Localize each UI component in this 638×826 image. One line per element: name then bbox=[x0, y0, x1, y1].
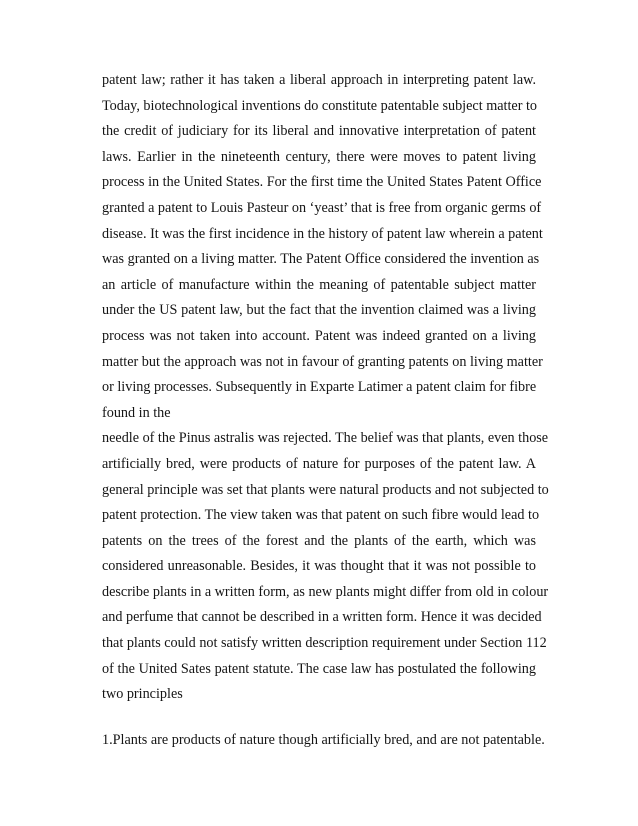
text-line: under the US patent law, but the fact that the invention claimed was a living bbox=[102, 302, 536, 319]
text-line: or living processes. Subsequently in Exparte Latimer a patent claim for fibre bbox=[102, 379, 537, 396]
body-text bbox=[102, 68, 549, 708]
text-line: two principles bbox=[102, 686, 183, 703]
text-line: patent law; rather it has taken a liberal approach in interpreting patent law. bbox=[102, 72, 536, 88]
text-line: and perfume that cannot be described in a written form. Hence it was decided bbox=[102, 609, 542, 626]
paragraph-1 bbox=[102, 68, 543, 426]
text-line: process was not taken into account. Patent was indeed granted on a living bbox=[102, 327, 536, 344]
text-line: the credit of judiciary for its liberal and innovative interpretation of patent bbox=[102, 123, 536, 140]
text-line: matter but the approach was not in favour of granting patents on living matter bbox=[102, 353, 543, 370]
text-line: of the United Sates patent statute. The case law has postulated the following bbox=[102, 660, 536, 677]
list-item-1: 1.Plants are products of nature though artificially bred, and are not patentable. bbox=[102, 732, 545, 748]
text-line: patent protection. The view taken was that patent on such fibre would lead to bbox=[102, 507, 540, 524]
text-line: laws. Earlier in the nineteenth century, there were moves to patent living bbox=[102, 148, 536, 165]
text-line: was granted on a living matter. The Patent Office considered the invention as bbox=[102, 251, 540, 268]
text-line: artificially bred, were products of nature for purposes of the patent law. A bbox=[102, 455, 536, 472]
text-line: patents on the trees of the forest and the plants of the earth, which was bbox=[102, 532, 536, 549]
text-line: describe plants in a written form, as new plants might differ from old in colour bbox=[102, 583, 549, 600]
text-line: considered unreasonable. Besides, it was thought that it was not possible to bbox=[102, 558, 536, 575]
paragraph-2 bbox=[102, 426, 549, 708]
text-line: disease. It was the first incidence in the history of patent law wherein a patent bbox=[102, 225, 543, 242]
text-line: process in the United States. For the first time the United States Patent Office bbox=[102, 174, 542, 191]
text-line: found in the bbox=[102, 404, 171, 421]
text-line: general principle was set that plants were natural products and not subjected to bbox=[102, 481, 549, 498]
text-line: granted a patent to Louis Pasteur on ‘yeast’ that is free from organic germs of bbox=[102, 199, 542, 216]
text-line: needle of the Pinus astralis was rejected. The belief was that plants, even those bbox=[102, 430, 549, 447]
text-line: an article of manufacture within the meaning of patentable subject matter bbox=[102, 276, 536, 293]
text-line: that plants could not satisfy written description requirement under Section 112 bbox=[102, 635, 547, 652]
text-line: Today, biotechnological inventions do constitute patentable subject matter to bbox=[102, 97, 538, 114]
